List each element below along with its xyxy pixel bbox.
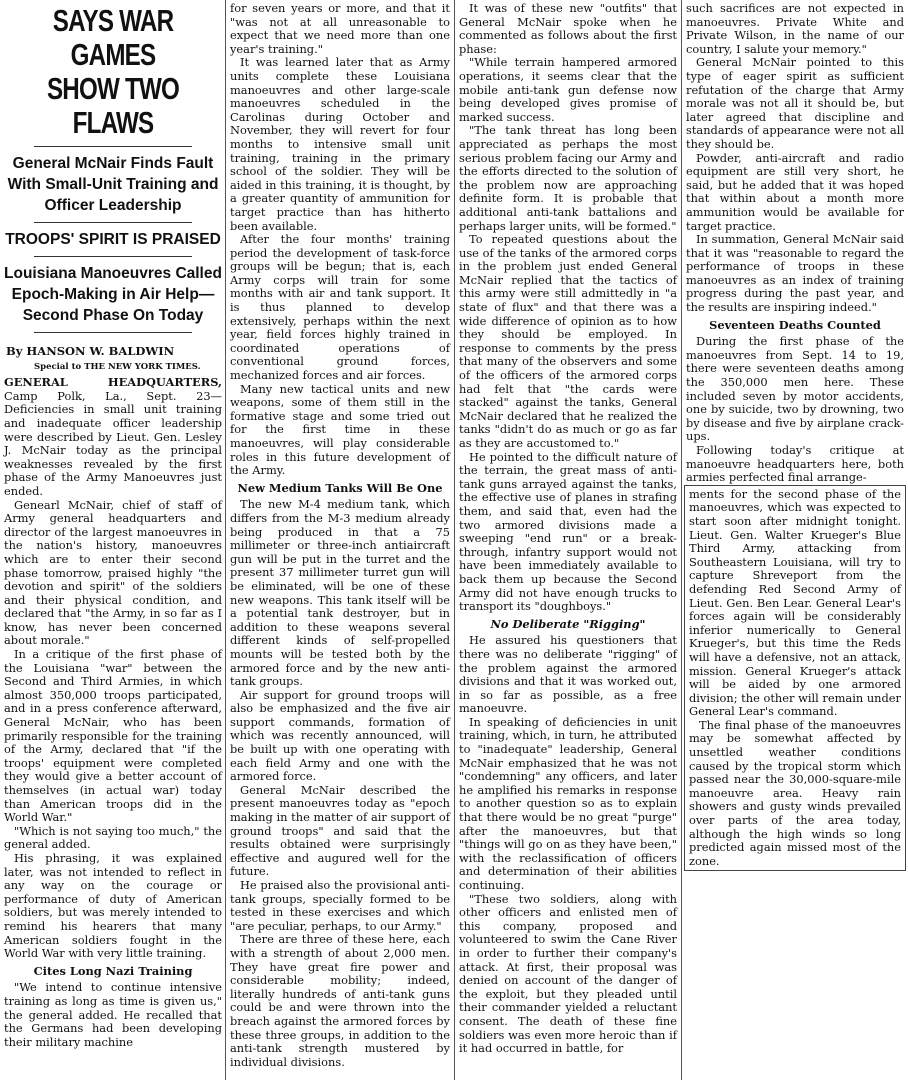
article-paragraph: Following today's critique at manoeuvre headquarters here, both armies perfected final arrange-: [686, 443, 904, 485]
article-paragraph: "While terrain hampered armored operations, it seems clear that the mobile anti-tank gun defense now being developed gives promise of marked success.: [459, 55, 677, 124]
headline-divider: [34, 146, 192, 147]
column-3: [455, 0, 681, 1080]
subhead-seventeen-deaths: Seventeen Deaths Counted: [709, 317, 881, 332]
byline: By HANSON W. BALDWIN: [6, 344, 175, 358]
dateline: GENERAL HEADQUARTERS,: [4, 375, 222, 390]
main-headline: [28, 4, 198, 140]
article-paragraph: He praised also the provisional anti-tank groups, specially formed to be tested in these exercises and which "are peculiar, perhaps, to our Army.": [230, 878, 450, 933]
article-paragraph: To repeated questions about the use of the tanks of the armored corps in the problem just ended General McNair replied that the tactics of this army were still admittedly in "a state of flux" and that there was a wide difference of opinion as to how they should be employed. In response to comments by the press that many of the observers and some of the officers of the armored corps had felt that "the cards were stacked" against the tanks, General McNair declared that he realized the tanks "didn't do as much or go as far as they are accustomed to.": [459, 232, 677, 450]
article-paragraph: "These two soldiers, along with other officers and enlisted men of this company, proposed and volunteered to swim the Cane River in order to further their company's attack. At first, their proposal was denied on account of the danger of the exploit, but they pleaded until their commander yielded a reluctant consent. The death of these fine soldiers was even more heroic than if it had occurred in battle, for: [459, 891, 677, 1056]
deck-divider-1: [34, 222, 192, 223]
article-paragraph: He pointed to the difficult nature of the terrain, the great mass of anti-tank guns arrayed against the tanks, the effective use of planes in strafing them, and said that, even had the two armored divisions made a sweeping "end run" or a break-through, infantry support would not have been immediately available to back them up because the Second Army did not have enough trucks to transport its "doughboys.": [459, 449, 677, 614]
deck-headline-3: Louisiana Manoeuvres Called Epoch-Making in Air Help— Second Phase On Today: [4, 265, 222, 324]
article-paragraph: "The tank threat has long been appreciated as perhaps the most serious problem facing our Army and the efforts directed to the solution of the problem now are approaching definite form. It is probable that additional anti-tank battalions and perhaps larger units, will be formed.": [459, 123, 677, 233]
article-paragraph: Air support for ground troops will also be emphasized and the five air support commands, formation of which was recently announced, will be built up with one operating with each field Army and one with the armored force.: [230, 687, 450, 784]
article-paragraph: ments for the second phase of the manoeuvres, which was expected to start soon after midnight tonight. Lieut. Gen. Walter Krueger's Blue Third Army, attacking from Southeastern Louisiana, will try to capture Shreveport from the defending Red Second Army of Lieut. Gen. Ben Lear. General Lear's forces again will be considerably inferior numerically to General Krueger's, but this time the Reds will have a defensive, not an attack, mission. General Krueger's attack will be aided by one armored division; the other will remain under General Lear's command.: [689, 486, 901, 719]
main-headline-line-2: SHOW TWO FLAWS: [46, 71, 180, 140]
article-paragraph: General McNair described the present manoeuvres today as "epoch making in the matter of air support of ground troops" and said that the results obtained were surprisingly effective and augured well for the future.: [230, 782, 450, 879]
article-paragraph: After the four months' training period the development of task-force groups will be begun; that is, each Army corps will train for some months with air and tank support. It is thus planned to develop extensively, perhaps within the next year, field forces highly trained in coordinated operations of conventional ground forces, mechanized forces and air forces.: [230, 232, 450, 383]
article-paragraph: Many new tactical units and new weapons, some of them still in the formative stage and some tried out for the first time in these manoeuvres, will play considerable roles in this future development of the Army.: [230, 381, 450, 478]
deck-headline-2: TROOPS' SPIRIT IS PRAISED: [5, 231, 221, 248]
main-headline-line-1: SAYS WAR GAMES: [52, 3, 174, 72]
deck-divider-2: [34, 256, 192, 257]
column-1: [0, 0, 226, 1080]
dateline-paragraph: [4, 376, 222, 498]
article-paragraph: Powder, anti-aircraft and radio equipment are still very short, he said, but he added that it was hoped that within about a month more ammunition would be available for target practice.: [686, 150, 904, 233]
article-paragraph: "Which is not saying too much," the general added.: [4, 823, 222, 852]
subhead-nazi-training: Cites Long Nazi Training: [33, 963, 193, 978]
article-paragraph: During the first phase of the manoeuvres from Sept. 14 to 19, there were seventeen deaths among the 350,000 men here. These included seven by motor accidents, one by suicide, two by drowning, two by disease and five by airplane crack-ups.: [686, 334, 904, 444]
article-paragraph: He assured his questioners that there was no deliberate "rigging" of the problem against the armored divisions and that it was worked out, in so far as possible, as a free manoeuvre.: [459, 633, 677, 716]
article-paragraph: There are three of these here, each with a strength of about 2,000 men. They have great fire power and considerable mobility; indeed, literally hundreds of anti-tank guns could be and were thrown into the breach against the armored forces by these three groups, in addition to the anti-tank strength mustered by individual divisions.: [230, 932, 450, 1069]
article-paragraph: General McNair pointed to this type of eager spirit as sufficient refutation of the charge that Army morale was not all it should be, but later agreed that discipline and standards of appearance were not all they should be.: [686, 55, 904, 151]
clipped-continuation: [684, 485, 906, 872]
article-paragraph: The new M-4 medium tank, which differs from the M-3 medium already being produced in that a 75 millimeter or three-inch antiaircraft gun will be put in the turret and the present 37 millimeter turret gun will be eliminated, will be one of these new weapons. This tank itself will be a potential tank destroyer, but in addition to these weapons several different kinds of self-propelled mounts will be tested both by the armored force and by the new anti-tank groups.: [230, 497, 450, 689]
subhead-medium-tanks: New Medium Tanks Will Be One: [237, 480, 443, 495]
column-2: [226, 0, 454, 1080]
article-paragraph: The final phase of the manoeuvres may be somewhat affected by unsettled weather conditions caused by the tropical storm which passed near the 30,000-square-mile manoeuvre area. Heavy rain showers and gusty winds prevailed over parts of the area today, although the high winds so long predicted again missed most of the zone.: [689, 717, 901, 868]
article-paragraph: In summation, General McNair said that it was "reasonable to regard the performance of troops in these manoeuvres as an index of training progress during the past year, and the results are inspiring indeed.": [686, 232, 904, 315]
article-paragraph: It was learned later that as Army units complete these Louisiana manoeuvres and other large-scale manoeuvres scheduled in the Carolinas during October and November, they will revert for four months to intensive small unit training, training in the primary school of the soldier. They will be aided in this training, it is thought, by a greater quantity of ammunition for target practice than has hitherto been available.: [230, 55, 450, 233]
article-paragraph: Camp Polk, La., Sept. 23—Deficiencies in small unit training and inadequate officer leadership were described by Lieut. Gen. Lesley J. McNair today as the principal weaknesses revealed by the first phase of the Army Manoeuvres just ended.: [4, 388, 222, 498]
deck-headline-1: General McNair Finds Fault With Small-Unit Training and Officer Leadership: [7, 155, 219, 214]
deck-divider-3: [34, 332, 192, 333]
article-paragraph: It was of these new "outfits" that General McNair spoke when he commented as follows about the first phase:: [459, 1, 677, 56]
byline-credit: Special to THE NEW YORK TIMES.: [34, 361, 201, 372]
article-paragraph: His phrasing, it was explained later, was not intended to reflect in any way on the courage or performance of duty of American soldiers, but was merely intended to remind his hearers that many American soldiers fought in the World War with very little training.: [4, 850, 222, 961]
article-paragraph: for seven years or more, and that it "was not at all unreasonable to expect that we need more than one year's training.": [230, 1, 450, 56]
column-4: [682, 0, 908, 1080]
article-paragraph: such sacrifices are not expected in manoeuvres. Private White and Private Wilson, in the name of our country, I salute your memory.": [686, 1, 904, 56]
article-paragraph: Genearl McNair, chief of staff of Army general headquarters and director of the largest manoeuvres in the nation's history, manoeuvres which are to enter their second phase tomorrow, praised highly "the devotion and spirit" of the soldiers and their physical condition, and declared that "the Army, in so far as I know, has never been concerned about morale.": [4, 497, 222, 648]
article-paragraph: In speaking of deficiencies in unit training, which, in turn, he attributed to "inadequate" leadership, General McNair emphasized that he was not "condemning" any officers, and later he amplified his remarks in response to another question so as to explain that there would be no great "purge" after the manoeuvres, but that "things will go on as they have been," with the reclassification of officers and determination of their abilities continuing.: [459, 714, 677, 892]
subhead-no-rigging: No Deliberate "Rigging": [490, 616, 646, 631]
article-paragraph: In a critique of the first phase of the Louisiana "war" between the Second and Third Armies, in which almost 350,000 troops participated, and in a press conference afterward, General McNair, who has been primarily responsible for the training of the Army, declared that "if the troops' equipment were completed they would give a better account of themselves (in actual war) today than American troops did in the World War.": [4, 647, 222, 825]
article-paragraph: "We intend to continue intensive training as long as time is given us," the general added. He recalled that the Germans had been developing their military machine: [4, 980, 222, 1049]
